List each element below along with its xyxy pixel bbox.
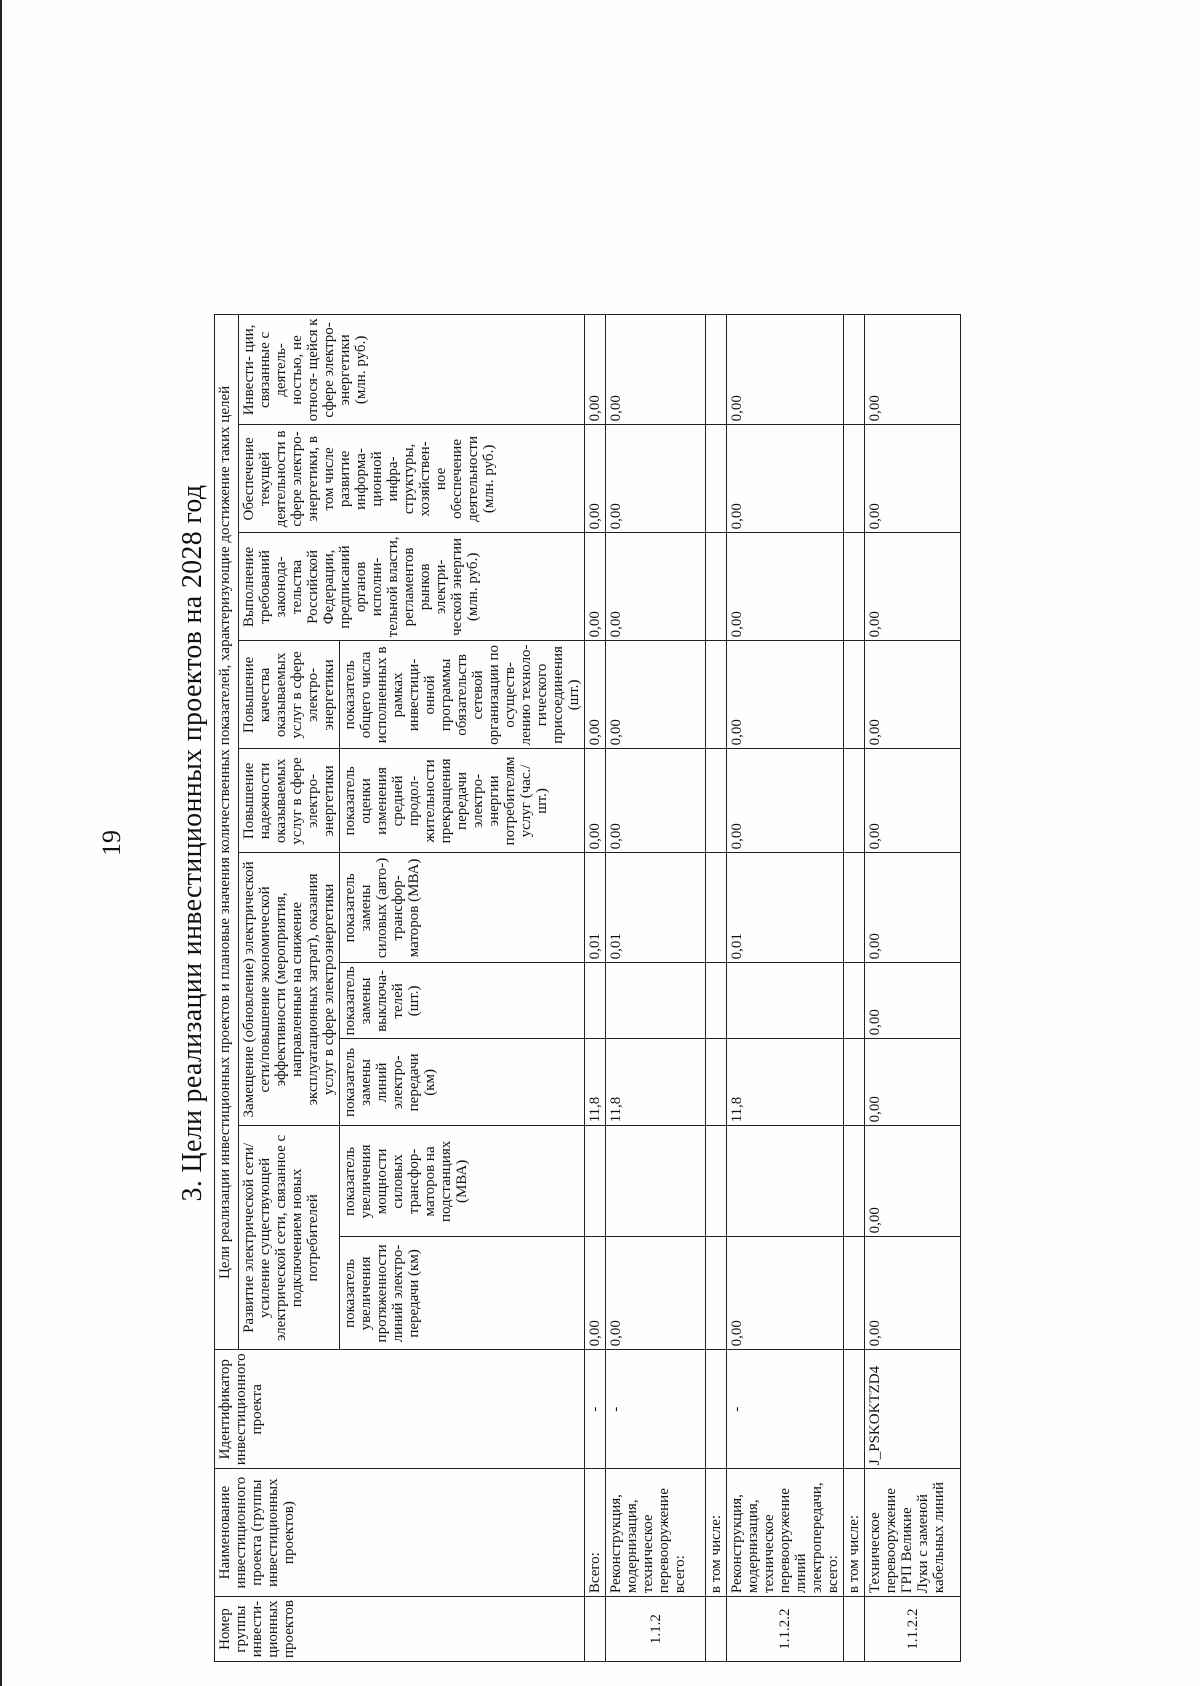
cell-value <box>606 963 706 1039</box>
cell-name: Реконструкция, модернизация, техническое перевооружение всего: <box>606 1469 706 1597</box>
cell-value: 0,00 <box>865 533 961 641</box>
cell-value: 0,00 <box>727 1237 844 1350</box>
cell-value: 0,00 <box>606 749 706 853</box>
cell-value: 0,00 <box>865 641 961 749</box>
cell-identifier <box>706 1350 727 1469</box>
cell-value: 0,00 <box>865 853 961 963</box>
cell-group-no <box>585 1597 606 1662</box>
cell-value <box>844 1126 865 1237</box>
cell-value <box>844 1039 865 1126</box>
cell-value: 11,8 <box>727 1039 844 1126</box>
cell-value: 0,00 <box>865 963 961 1039</box>
cell-group-no: 1.1.2.2 <box>727 1597 844 1662</box>
cell-group-no: 1.1.2 <box>606 1597 706 1662</box>
page-number: 19 <box>97 830 126 856</box>
cell-value <box>585 963 606 1039</box>
cell-value <box>706 963 727 1039</box>
cell-name: Техническое перевооружение ГРП Великие Луки с заменой кабельных линий <box>865 1469 961 1597</box>
cell-value: 0,00 <box>865 1039 961 1126</box>
cell-value: 0,01 <box>606 853 706 963</box>
header-sub-transformer-replace: показатель замены силовых (авто-) трансфор- маторов (МВА) <box>340 853 585 963</box>
cell-value <box>606 1126 706 1237</box>
cell-value <box>844 749 865 853</box>
header-sub-switch-replace: показатель замены выключа- телей (шт.) <box>340 963 585 1039</box>
table-row <box>585 315 606 1662</box>
table-row <box>727 315 844 1662</box>
table-row <box>706 315 727 1662</box>
cell-value <box>706 853 727 963</box>
cell-value <box>844 641 865 749</box>
header-other: Инвести- ции, связанные с деятель- ностью, не относя- щейся к сфере электро- энергетики (млн. руб.) <box>239 315 585 425</box>
header-sub-line-replace: показатель замены линий электро- передачи (км) <box>340 1039 585 1126</box>
header-goals: Цели реализации инвестиционных проектов и плановые значения количественных показателей, характеризующие достижение таких целей <box>215 315 239 1350</box>
rotated-page <box>2 0 1200 1686</box>
cell-name: Реконструкция, модернизация, техническое перевооружение линий электропередачи, всего: <box>727 1469 844 1597</box>
cell-identifier: - <box>606 1350 706 1469</box>
cell-value <box>706 1039 727 1126</box>
cell-value: 0,00 <box>585 533 606 641</box>
cell-value <box>706 641 727 749</box>
cell-value <box>727 1126 844 1237</box>
cell-value: 0,00 <box>727 641 844 749</box>
header-group-no: Номер группы инвести- ционных проектов <box>215 1597 585 1662</box>
cell-value: 11,8 <box>606 1039 706 1126</box>
cell-group-no <box>706 1597 727 1662</box>
cell-value <box>706 1126 727 1237</box>
table-row <box>606 315 706 1662</box>
cell-value: 0,00 <box>585 425 606 533</box>
cell-value: 0,00 <box>865 1126 961 1237</box>
cell-value: 0,00 <box>865 749 961 853</box>
cell-value: 0,00 <box>606 641 706 749</box>
goals-table <box>214 314 961 1662</box>
cell-identifier: - <box>585 1350 606 1469</box>
cell-value <box>844 853 865 963</box>
cell-value: 0,00 <box>865 315 961 425</box>
cell-value <box>844 425 865 533</box>
cell-value: 0,00 <box>606 533 706 641</box>
cell-value <box>706 533 727 641</box>
cell-identifier <box>844 1350 865 1469</box>
table-row <box>865 315 961 1662</box>
cell-value: 0,00 <box>585 315 606 425</box>
cell-name: в том числе: <box>706 1469 727 1597</box>
cell-value <box>706 315 727 425</box>
cell-value: 0,00 <box>727 533 844 641</box>
cell-value: 0,00 <box>585 749 606 853</box>
cell-value <box>844 1237 865 1350</box>
cell-value <box>585 1126 606 1237</box>
cell-value <box>706 425 727 533</box>
header-sub-transformer-power: показатель увеличения мощности силовых трансфор- маторов на подстанциях (МВА) <box>340 1126 585 1237</box>
header-sub-line-length: показатель увеличения протяженности линий электро- передачи (км) <box>340 1237 585 1350</box>
cell-identifier: J_PSKOKTZD4 <box>865 1350 961 1469</box>
cell-value: 0,00 <box>865 425 961 533</box>
cell-value: 11,8 <box>585 1039 606 1126</box>
cell-value: 0,00 <box>727 425 844 533</box>
cell-value <box>844 533 865 641</box>
cell-value <box>844 963 865 1039</box>
header-replacement: Замещение (обновление) электрической сети/повышение экономической эффективности (мероприятия, направленные на снижение эксплуатационных затрат), оказания услуг в сфере электроэнергетики <box>239 853 340 1126</box>
cell-value: 0,00 <box>585 1237 606 1350</box>
cell-value: 0,01 <box>727 853 844 963</box>
cell-value <box>844 315 865 425</box>
cell-name: Всего: <box>585 1469 606 1597</box>
page-title: 3. Цели реализации инвестиционных проектов на 2028 год <box>177 484 208 1202</box>
cell-name: в том числе: <box>844 1469 865 1597</box>
cell-value: 0,00 <box>727 315 844 425</box>
header-sub-interruption: показатель оценки изменения средней продол- жительности прекращения передачи электро- энергии потребителям услуг (час./шт.) <box>340 749 585 853</box>
cell-value: 0,00 <box>606 425 706 533</box>
cell-value <box>706 749 727 853</box>
cell-value: 0,00 <box>606 1237 706 1350</box>
cell-group-no <box>844 1597 865 1662</box>
header-name: Наименование инвестиционного проекта (группы инвестиционных проектов) <box>215 1469 585 1597</box>
header-law: Выполнение требований законода- тельства Российской Федерации, предписаний органов исполни- тельной власти, регламентов рынков электри- ческой энергии (млн. руб.) <box>239 533 585 641</box>
cell-value: 0,00 <box>606 315 706 425</box>
cell-value: 0,00 <box>727 749 844 853</box>
cell-value: 0,01 <box>585 853 606 963</box>
header-identifier: Идентификатор инвестиционного проекта <box>215 1350 585 1469</box>
table-row <box>844 315 865 1662</box>
header-current: Обеспечение текущей деятельности в сфере электро- энергетики, в том числе развитие информа- ционной инфра- структуры, хозяйствен- ное обеспечение деятельности (млн. руб.) <box>239 425 585 533</box>
cell-value: 0,00 <box>865 1237 961 1350</box>
header-sub-obligations: показатель общего числа исполненных в рамках инвестици- онной программы обязательств сетевой организации по осуществ- лению техноло- гического присоединения (шт.) <box>340 641 585 749</box>
header-quality: Повышение качества оказываемых услуг в сфере электро- энергетики <box>239 641 340 749</box>
cell-group-no: 1.1.2.2 <box>865 1597 961 1662</box>
header-development: Развитие электрической сети/усиление существующей электрической сети, связанное с подключением новых потребителей <box>239 1126 340 1350</box>
cell-value: 0,00 <box>585 641 606 749</box>
cell-value <box>727 963 844 1039</box>
cell-value <box>706 1237 727 1350</box>
cell-identifier: - <box>727 1350 844 1469</box>
header-reliability: Повышение надежности оказываемых услуг в сфере электро- энергетики <box>239 749 340 853</box>
